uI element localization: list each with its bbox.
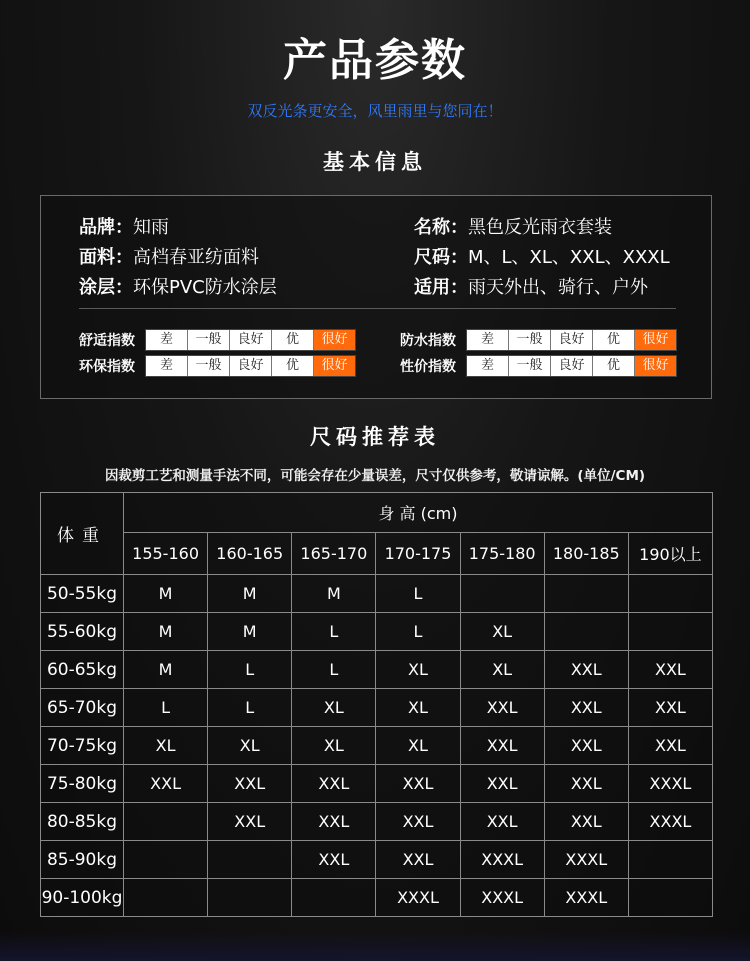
table-row xyxy=(41,879,713,917)
height-col-6: 190以上 xyxy=(628,533,712,575)
size-cell: XXL xyxy=(544,765,628,803)
weight-cell: 85-90kg xyxy=(41,841,124,879)
size-cell: M xyxy=(208,613,292,651)
rating-scale xyxy=(145,355,356,377)
size-cell: XXL xyxy=(628,689,712,727)
size-cell: XXXL xyxy=(460,879,544,917)
info-usage: 适用：雨天外出、骑行、户外 xyxy=(414,277,648,298)
height-columns-row xyxy=(41,533,713,575)
size-cell: XXXL xyxy=(544,841,628,879)
size-cell: XXL xyxy=(376,765,460,803)
height-col-3: 170-175 xyxy=(376,533,460,575)
rating-level-1: 一般 xyxy=(188,330,230,350)
size-cell: XXL xyxy=(460,727,544,765)
size-cell: XL xyxy=(460,651,544,689)
size-cell: L xyxy=(292,613,376,651)
weight-cell: 80-85kg xyxy=(41,803,124,841)
size-cell xyxy=(124,879,208,917)
size-cell: XXL xyxy=(124,765,208,803)
rating-level-2: 良好 xyxy=(551,356,593,376)
height-col-4: 175-180 xyxy=(460,533,544,575)
size-chart-heading: 尺码推荐表 xyxy=(310,425,440,449)
rating-level-2: 良好 xyxy=(230,356,272,376)
size-cell: XXL xyxy=(376,803,460,841)
rating-level-0: 差 xyxy=(146,356,188,376)
size-cell: XXL xyxy=(460,765,544,803)
weight-cell: 55-60kg xyxy=(41,613,124,651)
size-cell: L xyxy=(208,689,292,727)
size-cell xyxy=(208,841,292,879)
size-cell: XXXL xyxy=(544,879,628,917)
rating-level-4: 很好 xyxy=(635,356,676,376)
height-header: 身 高 (cm) xyxy=(124,493,713,533)
size-cell: L xyxy=(376,613,460,651)
size-cell: XXXL xyxy=(628,765,712,803)
size-cell: XL xyxy=(376,651,460,689)
info-name: 名称：黑色反光雨衣套装 xyxy=(414,217,612,238)
weight-cell: 70-75kg xyxy=(41,727,124,765)
size-cell: XL xyxy=(460,613,544,651)
size-cell: XXL xyxy=(208,803,292,841)
rating-level-1: 一般 xyxy=(188,356,230,376)
size-cell: XL xyxy=(124,727,208,765)
rating-value: 性价指数 差 一般 良好 优 很好 xyxy=(400,355,677,377)
rating-level-1: 一般 xyxy=(509,356,551,376)
size-cell: XXL xyxy=(376,841,460,879)
size-cell: XXL xyxy=(628,727,712,765)
table-row xyxy=(41,651,713,689)
table-row xyxy=(41,765,713,803)
weight-cell: 75-80kg xyxy=(41,765,124,803)
size-cell: XL xyxy=(376,727,460,765)
size-cell: XL xyxy=(292,689,376,727)
size-cell: L xyxy=(124,689,208,727)
weight-cell: 90-100kg xyxy=(41,879,124,917)
rating-level-2: 良好 xyxy=(551,330,593,350)
size-cell xyxy=(628,613,712,651)
size-cell: XXL xyxy=(544,689,628,727)
info-sizes: 尺码：M、L、XL、XXL、XXXL xyxy=(414,247,670,268)
height-col-1: 160-165 xyxy=(208,533,292,575)
size-cell: XXL xyxy=(292,803,376,841)
size-cell: XXL xyxy=(544,727,628,765)
rating-scale xyxy=(466,329,677,351)
size-cell: XXL xyxy=(292,841,376,879)
size-cell xyxy=(124,803,208,841)
height-col-5: 180-185 xyxy=(544,533,628,575)
size-cell: M xyxy=(208,575,292,613)
size-cell: XXXL xyxy=(628,803,712,841)
size-cell: XL xyxy=(292,727,376,765)
size-cell: M xyxy=(124,613,208,651)
size-cell: M xyxy=(124,575,208,613)
size-cell xyxy=(628,879,712,917)
weight-cell: 60-65kg xyxy=(41,651,124,689)
info-coating: 涂层：环保PVC防水涂层 xyxy=(79,277,277,298)
size-cell: XXL xyxy=(544,651,628,689)
size-cell: XL xyxy=(208,727,292,765)
size-cell xyxy=(460,575,544,613)
height-col-0: 155-160 xyxy=(124,533,208,575)
size-cell xyxy=(628,841,712,879)
rating-level-2: 良好 xyxy=(230,330,272,350)
table-row xyxy=(41,689,713,727)
size-chart-note: 因裁剪工艺和测量手法不同，可能会存在少量误差，尺寸仅供参考，敬请谅解。(单位/CM) xyxy=(104,468,646,484)
bottom-glow xyxy=(0,931,750,961)
size-cell: XXXL xyxy=(460,841,544,879)
rating-level-3: 优 xyxy=(593,330,635,350)
table-row xyxy=(41,803,713,841)
weight-header: 体重 xyxy=(41,493,124,575)
rating-eco: 环保指数 差 一般 良好 优 很好 xyxy=(79,355,356,377)
basic-info-heading: 基本信息 xyxy=(323,150,427,174)
size-cell xyxy=(628,575,712,613)
size-cell: L xyxy=(292,651,376,689)
rating-level-0: 差 xyxy=(146,330,188,350)
size-cell xyxy=(124,841,208,879)
height-col-2: 165-170 xyxy=(292,533,376,575)
rating-level-3: 优 xyxy=(593,356,635,376)
rating-level-0: 差 xyxy=(467,330,509,350)
info-divider xyxy=(79,308,676,309)
rating-comfort: 舒适指数 差 一般 良好 优 很好 xyxy=(79,329,356,351)
info-fabric: 面料：高档春亚纺面料 xyxy=(79,247,259,268)
size-cell xyxy=(544,575,628,613)
size-cell xyxy=(208,879,292,917)
size-cell xyxy=(292,879,376,917)
rating-level-1: 一般 xyxy=(509,330,551,350)
size-cell: XXL xyxy=(628,651,712,689)
size-cell: L xyxy=(376,575,460,613)
size-cell: XXL xyxy=(544,803,628,841)
weight-cell: 65-70kg xyxy=(41,689,124,727)
size-cell: XXL xyxy=(208,765,292,803)
page-title: 产品参数 xyxy=(283,35,467,86)
table-row xyxy=(41,613,713,651)
rating-scale xyxy=(466,355,677,377)
size-cell: M xyxy=(124,651,208,689)
size-chart-table xyxy=(40,492,713,917)
size-cell xyxy=(544,613,628,651)
rating-level-3: 优 xyxy=(272,356,314,376)
subtitle-slogan: 双反光条更安全，风里雨里与您同在！ xyxy=(247,102,503,120)
rating-level-4: 很好 xyxy=(635,330,676,350)
table-row xyxy=(41,727,713,765)
table-row xyxy=(41,575,713,613)
size-cell: XL xyxy=(376,689,460,727)
info-brand: 品牌：知雨 xyxy=(79,217,169,238)
rating-level-4: 很好 xyxy=(314,356,355,376)
size-cell: XXL xyxy=(460,689,544,727)
rating-level-3: 优 xyxy=(272,330,314,350)
rating-scale xyxy=(145,329,356,351)
size-cell: XXL xyxy=(460,803,544,841)
size-cell: M xyxy=(292,575,376,613)
size-cell: L xyxy=(208,651,292,689)
size-cell: XXXL xyxy=(376,879,460,917)
rating-waterproof: 防水指数 差 一般 良好 优 很好 xyxy=(400,329,677,351)
basic-info-panel xyxy=(40,195,712,399)
weight-cell: 50-55kg xyxy=(41,575,124,613)
rating-level-0: 差 xyxy=(467,356,509,376)
table-row xyxy=(41,841,713,879)
rating-level-4: 很好 xyxy=(314,330,355,350)
size-cell: XXL xyxy=(292,765,376,803)
size-chart-body xyxy=(41,575,713,917)
